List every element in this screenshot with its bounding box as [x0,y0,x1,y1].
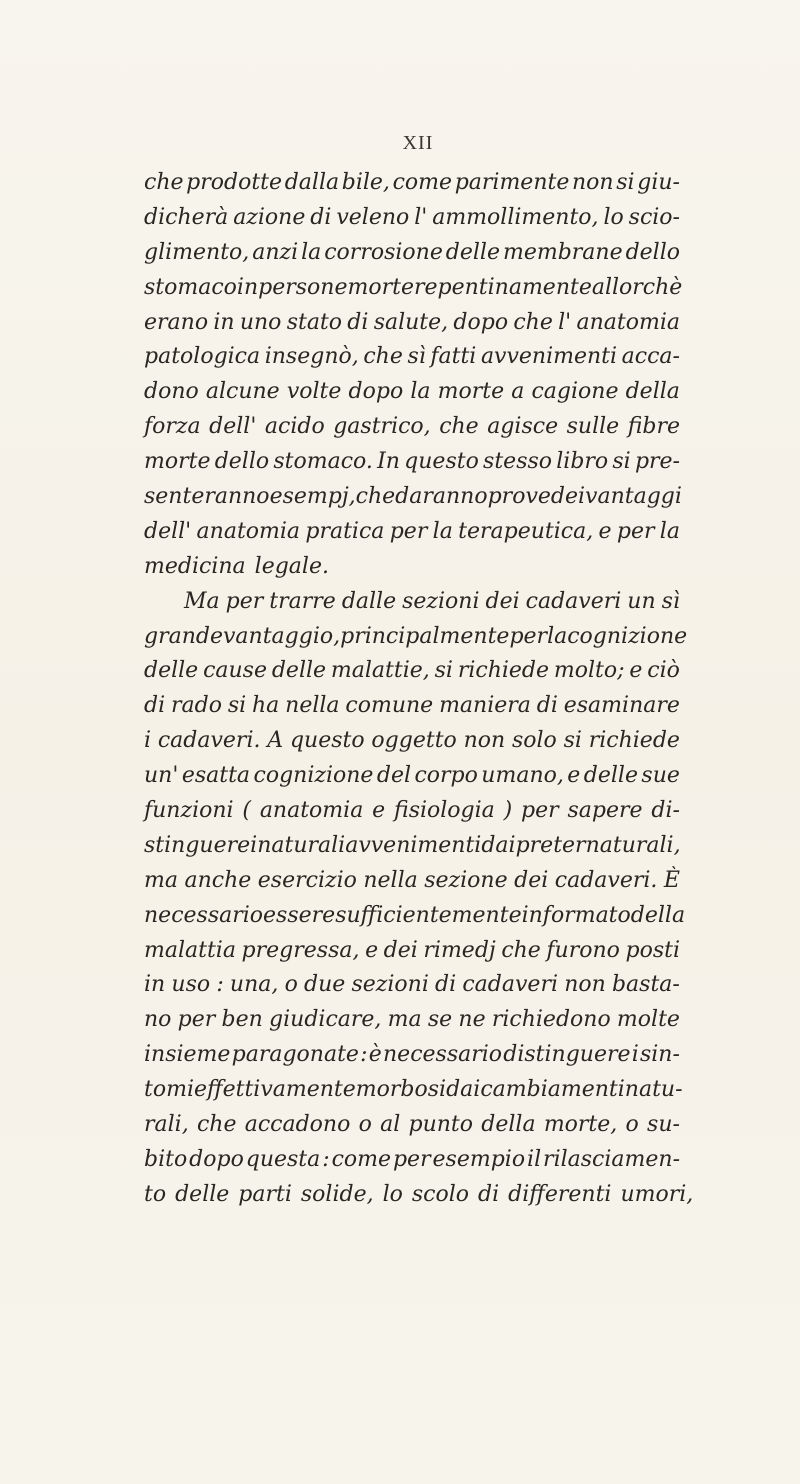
text-line: forza dell' acido gastrico, che agisce sulle fibre [144,414,680,440]
text-line: dicherà azione di veleno l' ammollimento, lo scio- [144,204,680,230]
text-line: no per ben giudicare, ma se ne richiedono molte [144,1007,680,1033]
text-line: senteranno esempj, che daranno prove dei vantaggi [144,484,682,510]
text-line: dell' anatomia pratica per la terapeutica, e per la [144,518,680,544]
text-line: insieme paragonate : è necessario distinguere i sin- [144,1042,680,1068]
text-line: delle cause delle malattie, si richiede molto; e ciò [144,658,680,684]
text-line: stomaco in persone morte repentinamente allorchè [144,274,683,300]
text-line: tomi effettivamente morbosi dai cambiamenti natu- [144,1077,683,1103]
text-line: patologica insegnò, che sì fatti avvenimenti acca- [144,344,680,370]
text-line: malattia pregressa, e dei rimedj che furono posti [144,937,680,963]
text-line: ma anche esercizio nella sezione dei cadaveri. È [144,867,680,893]
text-line: morte dello stomaco. In questo stesso libro si pre- [144,449,680,475]
text-line: i cadaveri. A questo oggetto non solo si richiede [144,728,680,754]
text-line: dono alcune volte dopo la morte a cagione della [144,379,680,405]
body-text [144,166,694,1213]
text-line: che prodotte dalla bile, come parimente non si giu- [144,170,680,195]
text-line: necessario essere sufficientemente informato della [144,902,686,928]
text-line: medicina legale. [144,553,329,579]
text-line: Ma per trarre dalle sezioni dei cadaveri un sì [184,588,680,614]
text-line: rali, che accadono o al punto della morte, o su- [144,1112,680,1138]
text-line: bito dopo questa : come per esempio il rilasciamen- [144,1146,680,1172]
text-line: erano in uno stato di salute, dopo che l' anatomia [144,309,680,335]
text-line: to delle parti solide, lo scolo di differenti umori, [144,1181,694,1207]
text-line: stinguere i naturali avvenimenti dai preternaturali, [144,832,681,858]
text-line: di rado si ha nella comune maniera di esaminare [144,693,680,719]
page-number: XII [402,132,434,154]
text-line: funzioni ( anatomia e fisiologia ) per sapere di- [144,798,680,824]
text-line: in uso : una, o due sezioni di cadaveri non basta- [144,972,680,998]
text-line: un' esatta cognizione del corpo umano, e delle sue [144,763,680,789]
text-line: grande vantaggio, principalmente per la cognizione [144,623,688,649]
text-line: glimento, anzi la corrosione delle membrane dello [144,239,680,265]
